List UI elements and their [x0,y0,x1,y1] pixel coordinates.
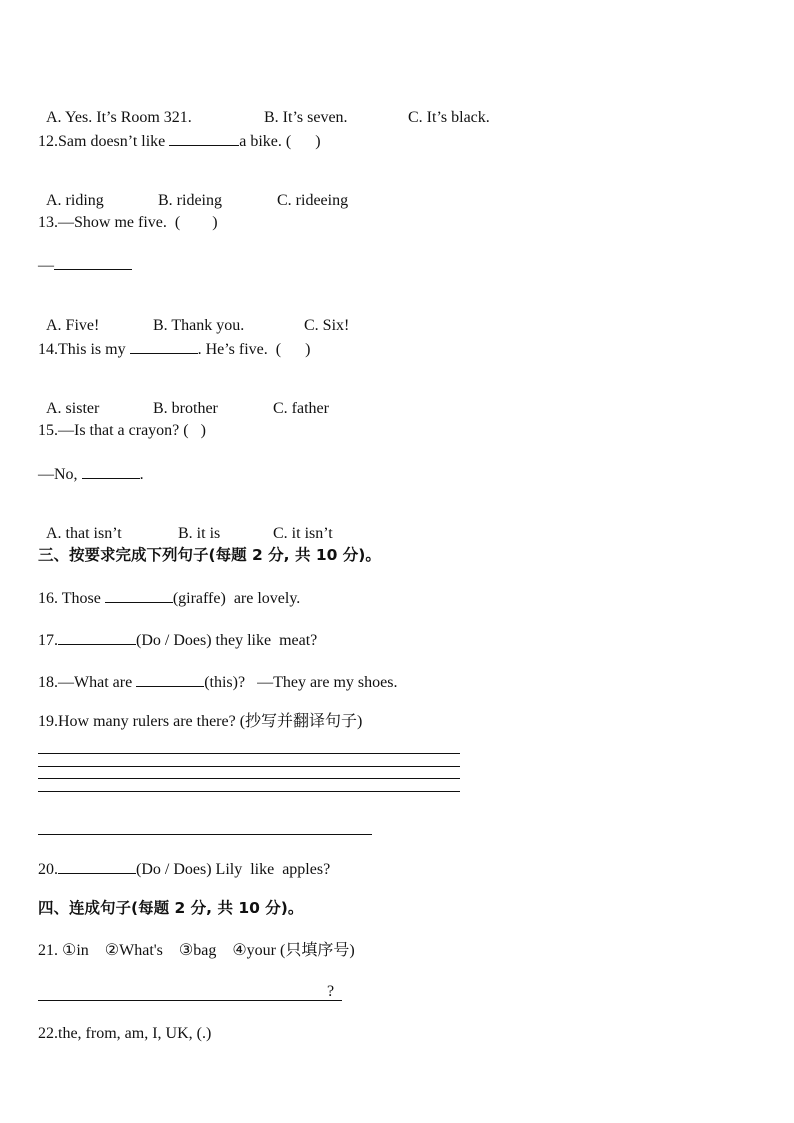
q12-option-c: C. rideeing [277,192,349,209]
q13-answer-blank[interactable] [54,254,132,270]
q14-answer-blank[interactable] [130,338,198,354]
q14-stem: 14.This is my . He’s five. ( ) [38,338,310,360]
q12-stem: 12.Sam doesn’t like a bike. ( ) [38,130,321,152]
q14-number: 14. [38,341,58,358]
q20-stem: 20. (Do / Does) Lily like apples? [38,858,330,880]
q15-option-b: B. it is [178,525,221,542]
q18-answer-blank[interactable] [136,671,204,687]
q15-reply: —No, . [38,463,144,485]
q20-number: 20. [38,861,58,878]
q21-answer-line[interactable] [38,1000,342,1001]
q14-option-c: C. father [273,400,329,417]
q13-options [38,296,349,336]
q19-writing-line-4[interactable] [38,791,460,792]
q13-answer-line: — [38,254,132,276]
q19-translation-line[interactable] [38,834,372,835]
q12-options [38,171,348,211]
q21-number: 21. [38,942,58,959]
q11-option-c: C. It’s black. [408,109,490,126]
q15-answer-blank[interactable] [82,463,140,479]
q19-number: 19. [38,713,58,730]
q12-answer-blank[interactable] [169,130,239,146]
q11-option-b: B. It’s seven. [264,109,348,126]
q13-number: 13. [38,214,58,231]
q15-options [38,504,333,544]
q17-number: 17. [38,632,58,649]
q12-option-b: B. rideing [158,192,222,209]
q15-option-a: A. that isn’t [46,525,122,542]
q22-number: 22. [38,1025,58,1042]
q19-stem: 19.How many rulers are there? (抄写并翻译句子) [38,713,363,730]
q18-stem: 18.—What are (this)? —They are my shoes. [38,671,397,693]
q15-stem: 15.—Is that a crayon? ( ) [38,422,206,439]
q21-stem: 21. ①in ②What's ③bag ④your (只填序号) [38,942,355,959]
q15-option-c: C. it isn’t [273,525,333,542]
q12-number: 12. [38,133,58,150]
q16-number: 16. [38,590,58,607]
q16-answer-blank[interactable] [105,587,173,603]
q17-answer-blank[interactable] [58,629,136,645]
q13-option-b: B. Thank you. [153,317,245,334]
q19-writing-line-2[interactable] [38,766,460,767]
q19-writing-line-1[interactable] [38,753,460,754]
q14-option-a: A. sister [46,400,100,417]
q17-stem: 17. (Do / Does) they like meat? [38,629,317,651]
q12-option-a: A. riding [46,192,104,209]
q22-stem: 22.the, from, am, I, UK, (.) [38,1025,212,1042]
q13-option-c: C. Six! [304,317,350,334]
q20-answer-blank[interactable] [58,858,136,874]
q13-option-a: A. Five! [46,317,100,334]
q11-option-a: A. Yes. It’s Room 321. [46,109,192,126]
section-4-heading: 四、连成句子(每题 2 分, 共 10 分)。 [38,899,304,917]
section-3-heading: 三、按要求完成下列句子(每题 2 分, 共 10 分)。 [38,546,381,564]
q21-question-mark: ? [327,983,335,1000]
q18-number: 18. [38,674,58,691]
q19-writing-line-3[interactable] [38,778,460,779]
q14-options [38,379,329,419]
q14-option-b: B. brother [153,400,218,417]
q15-number: 15. [38,422,58,439]
q16-stem: 16. Those (giraffe) are lovely. [38,587,300,609]
q11-options [38,88,490,128]
q13-stem: 13.—Show me five. ( ) [38,214,218,231]
